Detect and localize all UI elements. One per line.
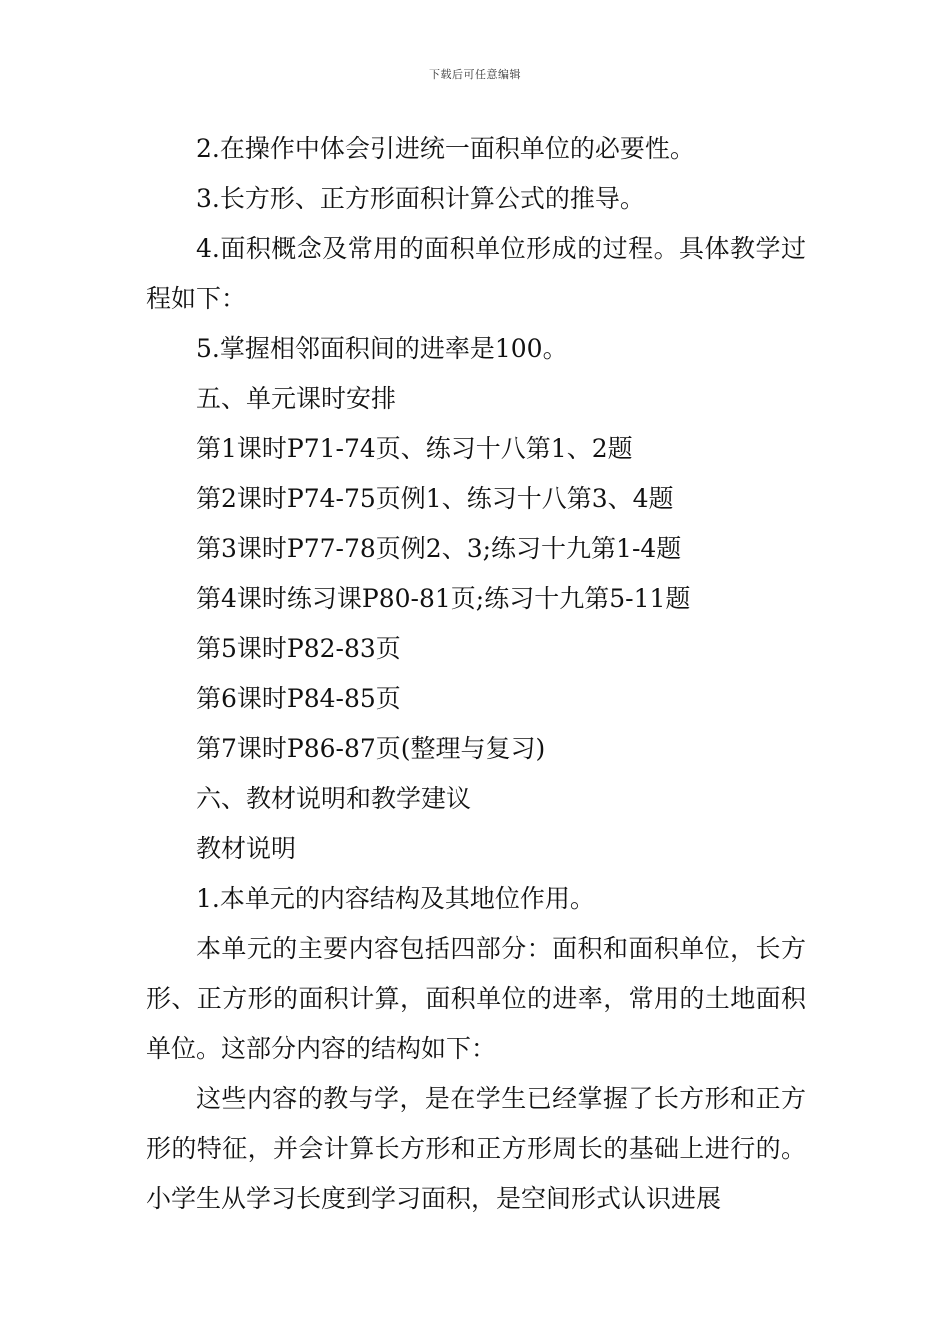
paragraph: 5.掌握相邻面积间的进率是100。 <box>196 334 568 363</box>
lesson-item: 第4课时练习课P80-81页;练习十九第5-11题 <box>196 584 691 613</box>
paragraph: 这些内容的教与学，是在学生已经掌握了长方形和正方形的特征，并会计算长方形和正方形周长的基础上进行的。小学生从学习长度到学习面积，是空间形式认识进展 <box>146 1084 806 1213</box>
paragraph: 2.在操作中体会引进统一面积单位的必要性。 <box>196 134 695 163</box>
section-heading: 六、教材说明和教学建议 <box>196 784 472 813</box>
lesson-item: 第7课时P86-87页(整理与复习) <box>196 734 546 763</box>
paragraph: 本单元的主要内容包括四部分：面积和面积单位，长方形、正方形的面积计算，面积单位的进率，常用的土地面积单位。这部分内容的结构如下： <box>146 934 806 1063</box>
lesson-item: 第6课时P84-85页 <box>196 684 401 713</box>
paragraph: 4.面积概念及常用的面积单位形成的过程。具体教学过程如下： <box>146 234 806 313</box>
paragraph: 1.本单元的内容结构及其地位作用。 <box>196 884 595 913</box>
lesson-item: 第1课时P71-74页、练习十八第1、2题 <box>196 434 633 463</box>
subheading: 教材说明 <box>196 834 297 863</box>
lesson-item: 第3课时P77-78页例2、3;练习十九第1-4题 <box>196 534 682 563</box>
lesson-item: 第5课时P82-83页 <box>196 634 401 663</box>
section-heading: 五、单元课时安排 <box>196 384 397 413</box>
lesson-item: 第2课时P74-75页例1、练习十八第3、4题 <box>196 484 674 513</box>
paragraph: 3.长方形、正方形面积计算公式的推导。 <box>196 184 645 213</box>
page-header-note: 下载后可任意编辑 <box>429 68 521 81</box>
document-body <box>146 124 806 1224</box>
